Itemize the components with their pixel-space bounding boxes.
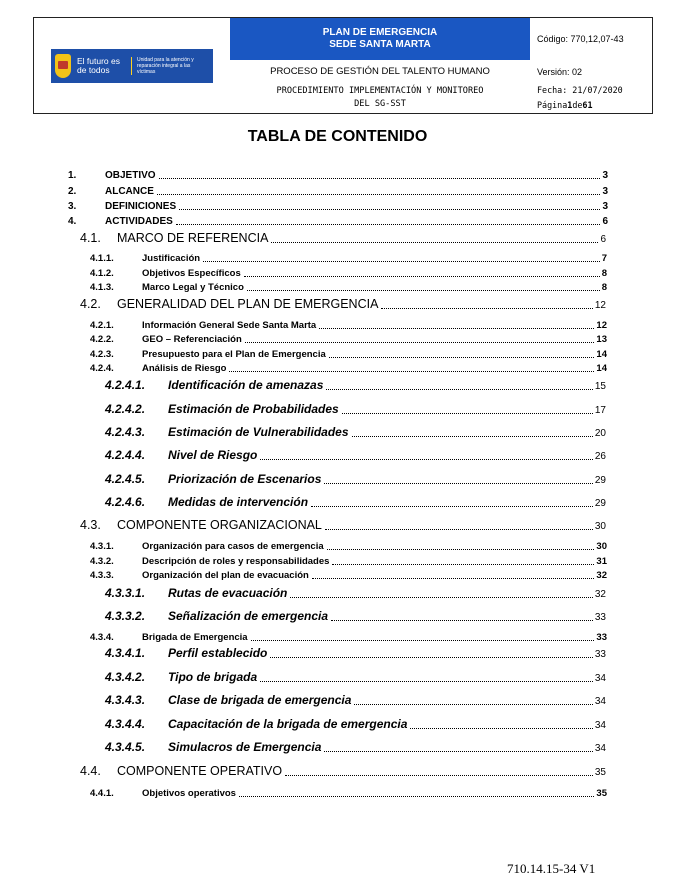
toc-leader-dots <box>176 224 601 225</box>
toc-entry-number: 4.2.4.5. <box>105 472 146 486</box>
toc-entry-title: Simulacros de Emergencia <box>168 740 322 754</box>
toc-entry[interactable] <box>68 186 608 197</box>
toc-entry-title: DEFINICIONES <box>105 201 177 212</box>
toc-entry-title: Estimación de Vulnerabilidades <box>168 425 349 439</box>
toc-entry-number: 4.3.4.4. <box>105 717 146 731</box>
toc-leader-dots <box>260 681 593 682</box>
toc-entry[interactable] <box>90 320 607 331</box>
page-total: 61 <box>582 100 593 110</box>
toc-entry-title: COMPONENTE OPERATIVO <box>117 764 283 778</box>
toc-entry-page: 12 <box>596 320 607 331</box>
toc-entry-title: MARCO DE REFERENCIA <box>117 231 269 245</box>
document-code: Código: 770,12,07-43 <box>537 34 624 44</box>
toc-entry-title: Priorización de Escenarios <box>168 472 322 486</box>
toc-entry-page: 3 <box>602 186 608 197</box>
toc-entry-page: 34 <box>594 743 606 754</box>
page-of: de <box>572 100 583 110</box>
toc-leader-dots <box>331 620 593 621</box>
toc-entry-number: 4.3.4.3. <box>105 693 146 707</box>
toc-entry[interactable] <box>90 363 607 374</box>
toc-entry-number: 4.2. <box>80 297 101 311</box>
toc-entry[interactable] <box>105 670 606 684</box>
toc-entry-page: 32 <box>596 570 607 581</box>
toc-entry-page: 13 <box>596 334 607 345</box>
toc-entry-number: 4.2.4.2. <box>105 402 146 416</box>
toc-entry[interactable] <box>90 334 607 345</box>
toc-entry-number: 4. <box>68 216 77 227</box>
toc-entry-page: 34 <box>594 720 606 731</box>
toc-entry[interactable] <box>105 646 606 660</box>
toc-entry-page: 7 <box>601 253 607 264</box>
toc-leader-dots <box>319 328 594 329</box>
document-date: Fecha: 21/07/2020 <box>537 85 623 95</box>
toc-entry-number: 4.3.3.2. <box>105 609 146 623</box>
toc-entry[interactable] <box>90 788 607 799</box>
toc-entry[interactable] <box>105 693 606 707</box>
toc-entry[interactable] <box>105 425 606 439</box>
toc-entry-page: 17 <box>594 405 606 416</box>
toc-leader-dots <box>329 357 595 358</box>
logo-subtext: Unidad para la atención y reparación integral a las víctimas <box>131 57 199 75</box>
toc-entry-number: 4.1.3. <box>90 282 114 293</box>
institution-logo <box>51 49 213 83</box>
toc-leader-dots <box>157 194 601 195</box>
toc-entry[interactable] <box>105 495 606 509</box>
toc-leader-dots <box>410 728 592 729</box>
toc-entry-page: 34 <box>594 696 606 707</box>
toc-entry-page: 8 <box>601 268 607 279</box>
procedure-line1: PROCEDIMIENTO IMPLEMENTACIÓN Y MONITOREO <box>276 86 484 96</box>
toc-entry[interactable] <box>90 349 607 360</box>
plan-title-line2: SEDE SANTA MARTA <box>329 39 431 50</box>
toc-entry-title: Señalización de emergencia <box>168 609 329 623</box>
toc-entry-number: 4.2.3. <box>90 349 114 360</box>
toc-entry-number: 1. <box>68 170 77 181</box>
toc-entry-page: 33 <box>596 632 607 643</box>
toc-entry-title: Clase de brigada de emergencia <box>168 693 352 707</box>
toc-entry[interactable] <box>80 231 606 245</box>
toc-entry-title: GENERALIDAD DEL PLAN DE EMERGENCIA <box>117 297 379 311</box>
toc-leader-dots <box>247 290 600 291</box>
toc-entry-page: 26 <box>594 451 606 462</box>
toc-entry-title: Medidas de intervención <box>168 495 309 509</box>
toc-entry-page: 32 <box>594 589 606 600</box>
page-indicator <box>530 97 652 113</box>
toc-leader-dots <box>203 261 600 262</box>
document-header <box>33 17 653 114</box>
toc-leader-dots <box>285 775 593 776</box>
plan-title-line1: PLAN DE EMERGENCIA <box>322 27 438 38</box>
toc-entry[interactable] <box>105 378 606 392</box>
toc-entry-number: 4.1. <box>80 231 101 245</box>
toc-entry-title: Descripción de roles y responsabilidades <box>142 556 330 567</box>
toc-entry-number: 4.2.4. <box>90 363 114 374</box>
toc-entry-page: 33 <box>594 612 606 623</box>
toc-entry-number: 4.3.1. <box>90 541 114 552</box>
toc-entry-page: 30 <box>596 541 607 552</box>
toc-entry-title: Estimación de Probabilidades <box>168 402 339 416</box>
toc-entry[interactable] <box>80 518 606 532</box>
toc-entry-title: Organización del plan de evacuación <box>142 570 309 581</box>
toc-entry-page: 29 <box>594 498 606 509</box>
toc-entry-title: Objetivos operativos <box>142 788 236 799</box>
toc-entry[interactable] <box>105 717 606 731</box>
toc-leader-dots <box>325 529 593 530</box>
toc-entry-page: 35 <box>594 767 606 778</box>
toc-leader-dots <box>332 564 594 565</box>
toc-entry-page: 8 <box>601 282 607 293</box>
toc-entry[interactable] <box>105 609 606 623</box>
document-title: TABLA DE CONTENIDO <box>247 128 428 145</box>
toc-entry-title: Objetivos Específicos <box>142 268 241 279</box>
toc-leader-dots <box>159 178 601 179</box>
toc-entry-title: Brigada de Emergencia <box>142 632 248 643</box>
toc-entry-number: 4.3.3. <box>90 570 114 581</box>
toc-entry-number: 4.4. <box>80 764 101 778</box>
toc-entry-number: 4.2.4.1. <box>105 378 146 392</box>
toc-entry-page: 12 <box>594 300 606 311</box>
toc-entry-page: 31 <box>596 556 607 567</box>
toc-leader-dots <box>324 483 592 484</box>
toc-entry-number: 4.3.4.5. <box>105 740 146 754</box>
toc-leader-dots <box>326 389 592 390</box>
toc-entry-page: 30 <box>594 521 606 532</box>
process-name: PROCESO DE GESTIÓN DEL TALENTO HUMANO <box>270 66 490 77</box>
toc-entry-title: ALCANCE <box>105 186 154 197</box>
toc-entry-number: 4.3.4.1. <box>105 646 146 660</box>
toc-entry-number: 4.3. <box>80 518 101 532</box>
toc-entry-page: 15 <box>594 381 606 392</box>
toc-leader-dots <box>245 342 595 343</box>
toc-entry-page: 14 <box>596 349 607 360</box>
toc-entry-page: 20 <box>594 428 606 439</box>
toc-leader-dots <box>354 704 592 705</box>
toc-entry-page: 3 <box>602 170 608 181</box>
page-prefix: Página <box>537 100 568 110</box>
toc-entry[interactable] <box>90 570 607 581</box>
toc-entry-title: Justificación <box>142 253 201 264</box>
toc-entry-number: 4.1.1. <box>90 253 114 264</box>
toc-entry-page: 29 <box>594 475 606 486</box>
toc-entry-title: Información General Sede Santa Marta <box>142 320 317 331</box>
toc-leader-dots <box>271 242 598 243</box>
toc-entry-title: OBJETIVO <box>105 170 156 181</box>
toc-entry[interactable] <box>68 201 608 212</box>
toc-leader-dots <box>381 308 592 309</box>
toc-entry-title: GEO – Referenciación <box>142 334 242 345</box>
toc-entry-page: 6 <box>602 216 608 227</box>
toc-entry[interactable] <box>68 170 608 181</box>
toc-entry-number: 4.2.4.3. <box>105 425 146 439</box>
page-current: 1 <box>567 100 573 110</box>
toc-entry-page: 33 <box>594 649 606 660</box>
logo-cell <box>34 18 230 113</box>
toc-entry[interactable] <box>105 740 606 754</box>
toc-leader-dots <box>244 276 600 277</box>
toc-entry[interactable] <box>90 282 607 293</box>
toc-entry-title: Perfil establecido <box>168 646 268 660</box>
toc-leader-dots <box>352 436 593 437</box>
toc-entry[interactable] <box>105 402 606 416</box>
toc-entry[interactable] <box>80 297 606 311</box>
toc-leader-dots <box>312 578 595 579</box>
toc-entry-page: 3 <box>602 201 608 212</box>
toc-entry-title: Rutas de evacuación <box>168 586 288 600</box>
toc-entry-number: 4.3.4.2. <box>105 670 146 684</box>
toc-entry-title: Identificación de amenazas <box>168 378 324 392</box>
procedure-line2: DEL SG-SST <box>354 99 406 109</box>
toc-entry-page: 34 <box>594 673 606 684</box>
coat-of-arms-icon <box>55 54 71 78</box>
logo-text: El futuro es de todos <box>77 55 120 75</box>
toc-entry-page: 35 <box>596 788 607 799</box>
toc-entry-number: 4.2.4.6. <box>105 495 146 509</box>
toc-leader-dots <box>229 371 594 372</box>
toc-entry-page: 14 <box>596 363 607 374</box>
toc-leader-dots <box>179 209 600 210</box>
toc-entry[interactable] <box>80 764 606 778</box>
toc-entry-title: Nivel de Riesgo <box>168 448 258 462</box>
toc-entry-number: 4.3.4. <box>90 632 114 643</box>
toc-entry[interactable] <box>105 448 606 462</box>
toc-entry[interactable] <box>105 472 606 486</box>
toc-leader-dots <box>324 751 592 752</box>
toc-leader-dots <box>239 796 594 797</box>
toc-entry-number: 2. <box>68 186 77 197</box>
toc-entry-number: 4.4.1. <box>90 788 114 799</box>
toc-entry[interactable] <box>90 253 607 264</box>
toc-leader-dots <box>251 640 595 641</box>
toc-leader-dots <box>290 597 592 598</box>
plan-title <box>230 18 530 60</box>
toc-leader-dots <box>342 413 593 414</box>
toc-entry[interactable] <box>90 541 607 552</box>
toc-entry-number: 4.3.3.1. <box>105 586 146 600</box>
toc-entry-number: 4.1.2. <box>90 268 114 279</box>
toc-entry-title: Presupuesto para el Plan de Emergencia <box>142 349 326 360</box>
toc-entry[interactable] <box>105 586 606 600</box>
toc-leader-dots <box>311 506 593 507</box>
toc-entry-title: COMPONENTE ORGANIZACIONAL <box>117 518 322 532</box>
toc-entry-page: 6 <box>600 234 606 245</box>
toc-entry-number: 4.2.1. <box>90 320 114 331</box>
toc-entry-title: Organización para casos de emergencia <box>142 541 324 552</box>
toc-entry-number: 3. <box>68 201 77 212</box>
document-version: Versión: 02 <box>537 66 583 77</box>
toc-leader-dots <box>260 459 593 460</box>
toc-entry-number: 4.3.2. <box>90 556 114 567</box>
toc-entry-title: Capacitación de la brigada de emergencia <box>168 717 408 731</box>
toc-entry-title: ACTIVIDADES <box>105 216 173 227</box>
toc-entry[interactable] <box>90 632 607 643</box>
toc-entry[interactable] <box>90 556 607 567</box>
toc-entry[interactable] <box>90 268 607 279</box>
toc-leader-dots <box>327 549 595 550</box>
procedure-name <box>230 83 530 113</box>
footer-code: 710.14.15-34 V1 <box>507 861 596 876</box>
toc-entry-number: 4.2.2. <box>90 334 114 345</box>
toc-entry-title: Marco Legal y Técnico <box>142 282 244 293</box>
toc-entry[interactable] <box>68 216 608 227</box>
toc-entry-number: 4.2.4.4. <box>105 448 146 462</box>
toc-leader-dots <box>270 657 593 658</box>
toc-entry-title: Análisis de Riesgo <box>142 363 227 374</box>
toc-entry-title: Tipo de brigada <box>168 670 258 684</box>
